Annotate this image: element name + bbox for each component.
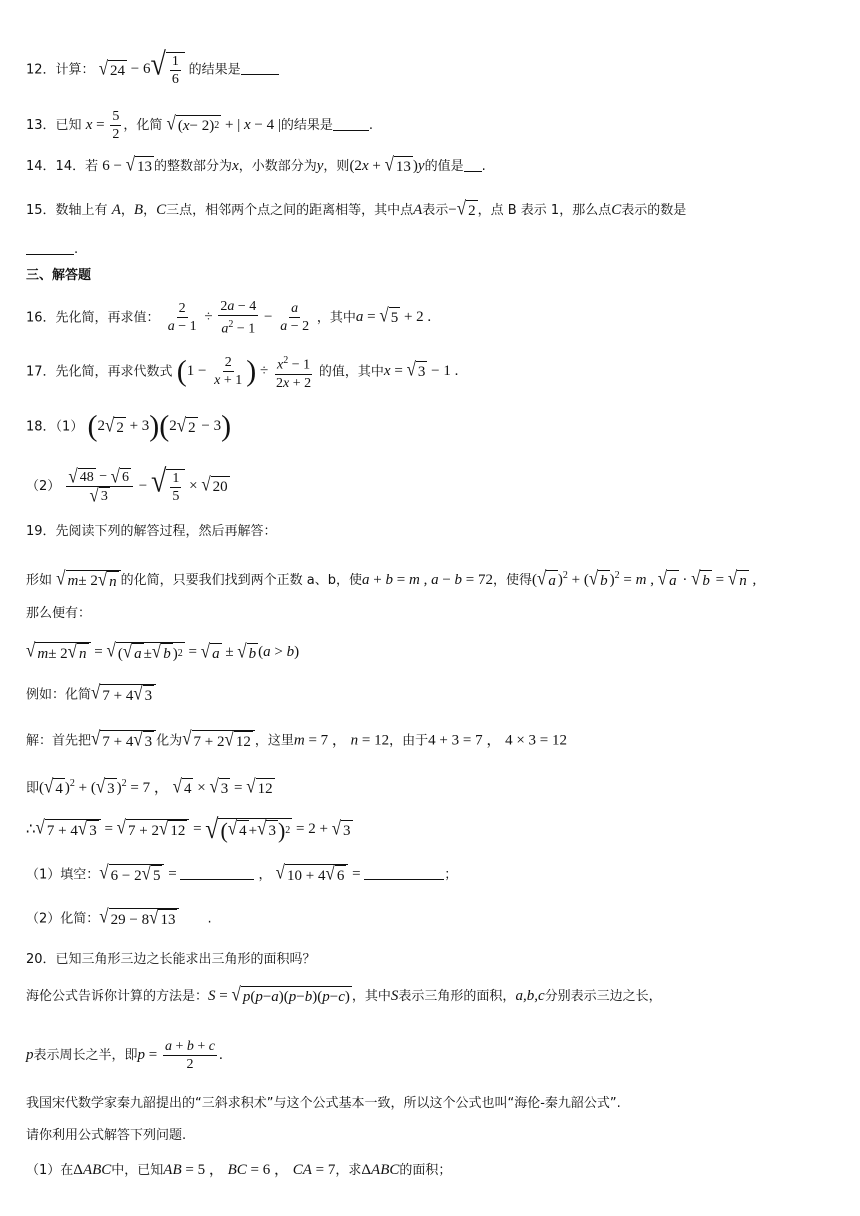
- question-14: 14．14．若 6 − √ 13 的整数部分为x，小数部分为y，则(2x + √ 13 )y的值是 .: [26, 153, 486, 176]
- question-19-formula: √ m ± 2 √ n = √ ( √ a ± √ b ) 2 = √ a ± √ b (a > b): [26, 639, 300, 663]
- question-19-example: 例如：化简 √ 7 + 4 √ 3: [26, 684, 156, 706]
- question-16: 16．先化简，再求值： $\frac{2}{a - 1}$ ÷ $\frac{2a - 4}{a^2 - 1}$ − $\frac{a}{a - 2}$ ，其中a = √ 5 + 2 .: [26, 299, 432, 337]
- question-12: 12．计算： √ 24 − 6 √ $\frac{1}{6}$ 的结果是: [26, 52, 279, 88]
- question-19-ji: 即( √ 4 )$^2$ + ( √ 3 )$^2$ = 7 ， √ 4 × √ 3 = √ 12: [26, 775, 273, 798]
- question-15: 15．数轴上有 A，B，C三点，相邻两个点之间的距离相等，其中点A表示− √ 2 ，点 B 表示 1，那么点C表示的数是: [26, 197, 687, 220]
- question-20-perimeter: p表示周长之半，即p = $\frac{a + b + c}{2}$ .: [26, 1039, 223, 1072]
- question-19-part-2: （2）化简： √ 29 − 8 √ 13 .: [26, 905, 212, 929]
- answer-blank: [241, 60, 279, 75]
- question-13: 13．已知 x = $\frac{5}{2}$ ，化简 √ ( x − 2) 2 + | x − 4 |的结果是 .: [26, 109, 373, 142]
- answer-blank: [180, 865, 254, 880]
- question-18-part-1: 18．（1） (2 √ 2 + 3)(2 √ 2 − 3): [26, 410, 232, 443]
- question-20-history: 我国宋代数学家秦九韶提出的“三斜求积术”与这个公式基本一致，所以这个公式也叫“海伦-秦九韶公式”.: [26, 1096, 621, 1111]
- question-20-intro: 20．已知三角形三边之长能求出三角形的面积吗？: [26, 952, 316, 967]
- question-18-part-2: （2） √ 48 − √ 6 √ 3 − √ $\frac{1}{5}$ × √ 20: [26, 463, 228, 507]
- q12-expression: √ 24 − 6 √ $\frac{1}{6}$: [99, 61, 189, 77]
- question-20-formula-line: 海伦公式告诉你计算的方法是：S = √ p ( p − a )( p − b )( p − c ) ，其中S表示三角形的面积，a,b,c分别表示三边之长，: [26, 983, 662, 1006]
- question-19-intro: 19．先阅读下列的解答过程，然后再解答：: [26, 524, 277, 539]
- answer-blank: [364, 865, 444, 880]
- question-19-therefore: ∴ √ 7 + 4 √ 3 = √ 7 + 2 √ 12 = √ ( √ 4 + √ 3 ) 2 = 2 + √ 3: [26, 815, 351, 845]
- question-20-instruction: 请你利用公式解答下列问题.: [26, 1128, 187, 1143]
- question-19-part-1: （1）填空： √ 6 − 2 √ 5 = ， √ 10 + 4 √ 6 = ；: [26, 861, 458, 885]
- section-title: 三、解答题: [26, 268, 92, 283]
- question-19-line-1: 形如 √ m ± 2 √ n 的化简，只要我们找到两个正数 a、b，使a + b = m , a − b = 72，使得( √ a )$^2$ + ( √ b )$^2$ = m , √ a · √ b = √ n ,: [26, 566, 757, 590]
- answer-blank: [333, 116, 369, 131]
- question-17: 17．先化简，再求代数式 (1 − $\frac{2}{x + 1}$ ) ÷ $\frac{x^2 - 1}{2x + 2}$ 的值，其中x = √ 3 − 1 .: [26, 352, 458, 392]
- question-19-solution: 解：首先把 √ 7 + 4 √ 3 化为 √ 7 + 2 √ 12 ，这里m = 7 ， n = 12，由于4 + 3 = 7 ， 4 × 3 = 12: [26, 727, 567, 751]
- answer-blank: [26, 240, 74, 255]
- question-19-line-2: 那么便有：: [26, 606, 92, 621]
- answer-blank: [464, 157, 482, 172]
- question-15-blank-line: .: [26, 240, 78, 260]
- question-20-part-1: （1）在ΔABC中，已知AB = 5 ， BC = 6 ， CA = 7，求ΔABC的面积；: [26, 1162, 452, 1178]
